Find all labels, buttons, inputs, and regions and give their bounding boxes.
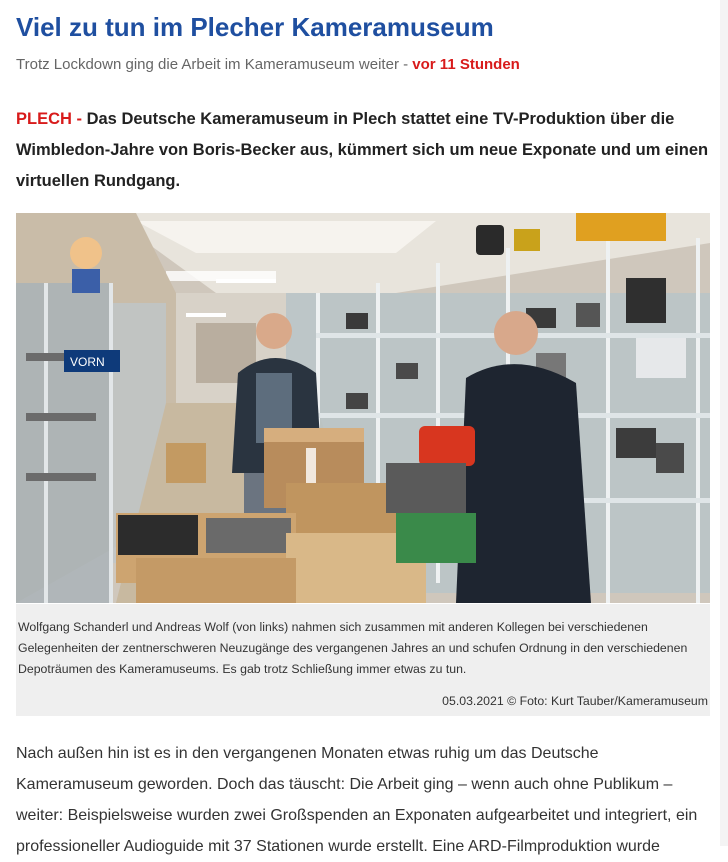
dateline-separator: - bbox=[71, 110, 87, 128]
article-subline bbox=[16, 56, 520, 73]
photo-sign-label: VORN bbox=[70, 355, 105, 369]
subline-text: Trotz Lockdown ging die Arbeit im Kameramuseum weiter bbox=[16, 56, 399, 73]
photo-credit: 05.03.2021 © Foto: Kurt Tauber/Kameramuseum bbox=[442, 694, 708, 708]
photo-caption-box bbox=[16, 604, 710, 716]
subline-separator: - bbox=[398, 56, 413, 73]
article-body: Nach außen hin ist es in den vergangenen Monaten etwas ruhig um das Deutsche Kameramuseum geworden. Doch das täuscht: Die Arbeit ging – wenn auch ohne Publikum – weiter: Beispielsweise wurden zwei Großspenden an Exponaten aufgearbeitet und integriert, ein professioneller Audioguide mit 37 Stationen wurde erstellt. Eine ARD-Filmproduktion wurde bbox=[16, 745, 698, 855]
publish-time: vor 11 Stunden bbox=[412, 56, 520, 73]
article-photo[interactable] bbox=[16, 213, 710, 603]
photo-caption: Wolfgang Schanderl und Andreas Wolf (von links) nahmen sich zusammen mit anderen Kollegen bei verschiedenen Gelegenheiten der zentnerschweren Neuzugänge des vergangenen Jahres an und schufen Ordnung in den verschiedenen Depoträumen des Kameramuseums. Es gab trotz Schließung immer etwas zu tun. bbox=[18, 620, 688, 676]
dateline-place: PLECH bbox=[16, 110, 72, 128]
lead-text: Das Deutsche Kameramuseum in Plech stattet eine TV-Produktion über die Wimbledon-Jahre von Boris-Becker aus, kümmert sich um neue Exponate und um einen virtuellen Rundgang. bbox=[16, 110, 709, 190]
museum-photo-illustration bbox=[16, 213, 710, 603]
scrollbar[interactable] bbox=[720, 0, 728, 846]
article-headline: Viel zu tun im Plecher Kameramuseum bbox=[16, 12, 494, 42]
article-lead bbox=[16, 104, 710, 197]
